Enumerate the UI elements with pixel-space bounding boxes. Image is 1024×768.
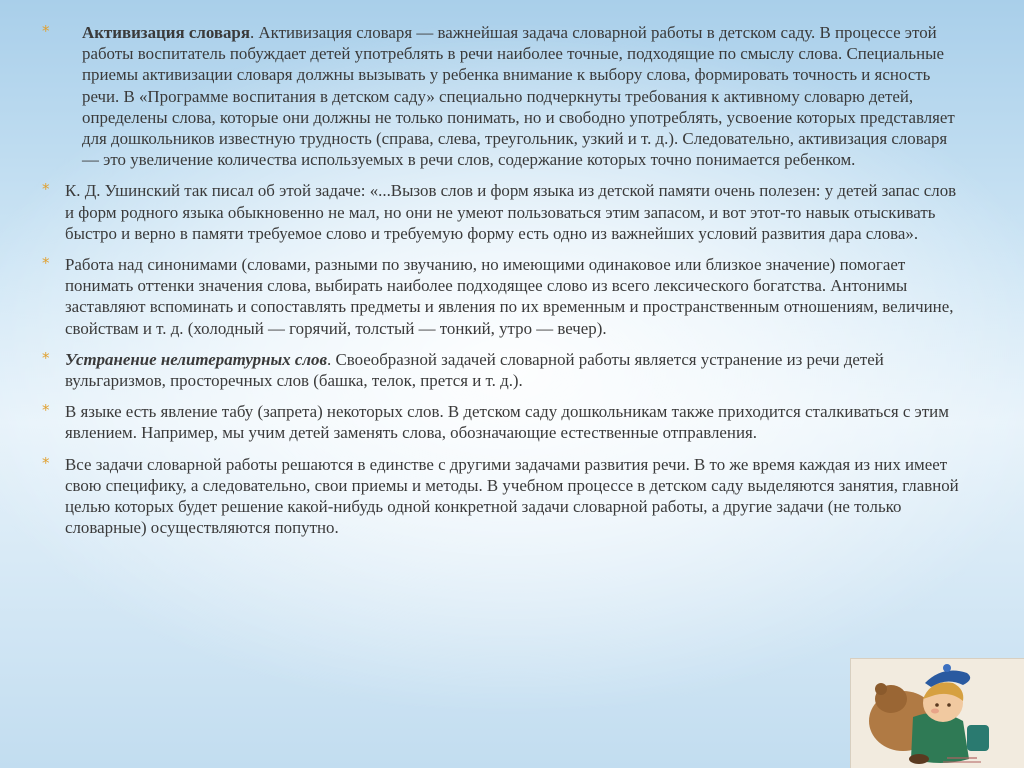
bullet-lead: Устранение нелитературных слов (65, 349, 328, 369)
bullet-item (40, 180, 960, 244)
bullet-lead: Активизация словаря (82, 23, 250, 42)
bullet-text: Все задачи словарной работы решаются в единстве с другими задачами развития речи. В то же время каждая из них имеет свою специфику, а следовательно, свои приемы и методы. В учебном процессе в детском саду выделяются занятия, главной целью которых будет решение какой-нибудь одной конкретной задачи словарной работы, а другие задачи (не только словарные) осуществляются попутно. (65, 454, 959, 538)
bullet-item (40, 454, 960, 539)
bullet-item (40, 22, 960, 170)
child-with-teddy-illustration (850, 658, 1024, 768)
bullet-text: . Своеобразной задачей словарной работы является устранение из речи детей вульгаризмов, просторечных слов (башка, телок, прется и т. д.). (65, 349, 884, 391)
bullet-item (40, 349, 960, 391)
bullet-text: . Активизация словаря — важнейшая задача словарной работы в детском саду. В процессе этой работы воспитатель побуждает детей употреблять в речи наиболее точные, подходящие по смыслу слова. Специальные приемы активизации словаря должны вызывать у ребенка внимание к выбору слова, формировать точность и ясность речи. В «Программе воспитания в детском саду» специально подчеркнуты требования к активному словарю детей, определены слова, которые они должны не только понимать, но и свободно употреблять, усвоение которых представляет для дошкольников известную трудность (справа, слева, треугольник, узкий и т. д.). Следовательно, активизация словаря — это увеличение количества используемых в речи слов, содержание которых точно понимается ребенком. (82, 23, 955, 170)
bullet-list (40, 22, 960, 548)
bullet-marker-icon: * (42, 401, 50, 420)
bullet-text: Работа над синонимами (словами, разными по звучанию, но имеющими одинаковое или близкое значение) помогает понимать оттенки значения слова, выбирать наиболее подходящее слово из всего лексического богатства. Антонимы заставляют вспоминать и сопоставлять предметы и явления по их временным и пространственным отношениям, величине, свойствам и т. д. (холодный — горячий, толстый — тонкий, утро — вечер). (65, 255, 954, 338)
bullet-text: В языке есть явление табу (запрета) некоторых слов. В детском саду дошкольникам также приходится сталкиваться с этим явлением. Например, мы учим детей заменять слова, обозначающие естественные отправления. (65, 402, 949, 443)
bullet-marker-icon: * (42, 180, 50, 199)
bullet-marker-icon: * (42, 22, 50, 40)
bullet-item (40, 254, 960, 339)
illustration-graphic (851, 659, 1024, 768)
bullet-item (40, 401, 960, 443)
bullet-marker-icon: * (42, 453, 50, 472)
bullet-marker-icon: * (42, 254, 50, 273)
bullet-text: К. Д. Ушинский так писал об этой задаче: «...Вызов слов и форм языка из детской памяти очень полезен: у детей запас слов и форм родного языка обыкновенно не мал, но они не умеют пользоваться этим запасом, и вот этот-то навык отыскивать быстро и верно в памяти требуемое слово и требуемую форму есть одно из важнейших условий развития дара слова». (65, 181, 957, 243)
bullet-marker-icon: * (42, 348, 50, 367)
